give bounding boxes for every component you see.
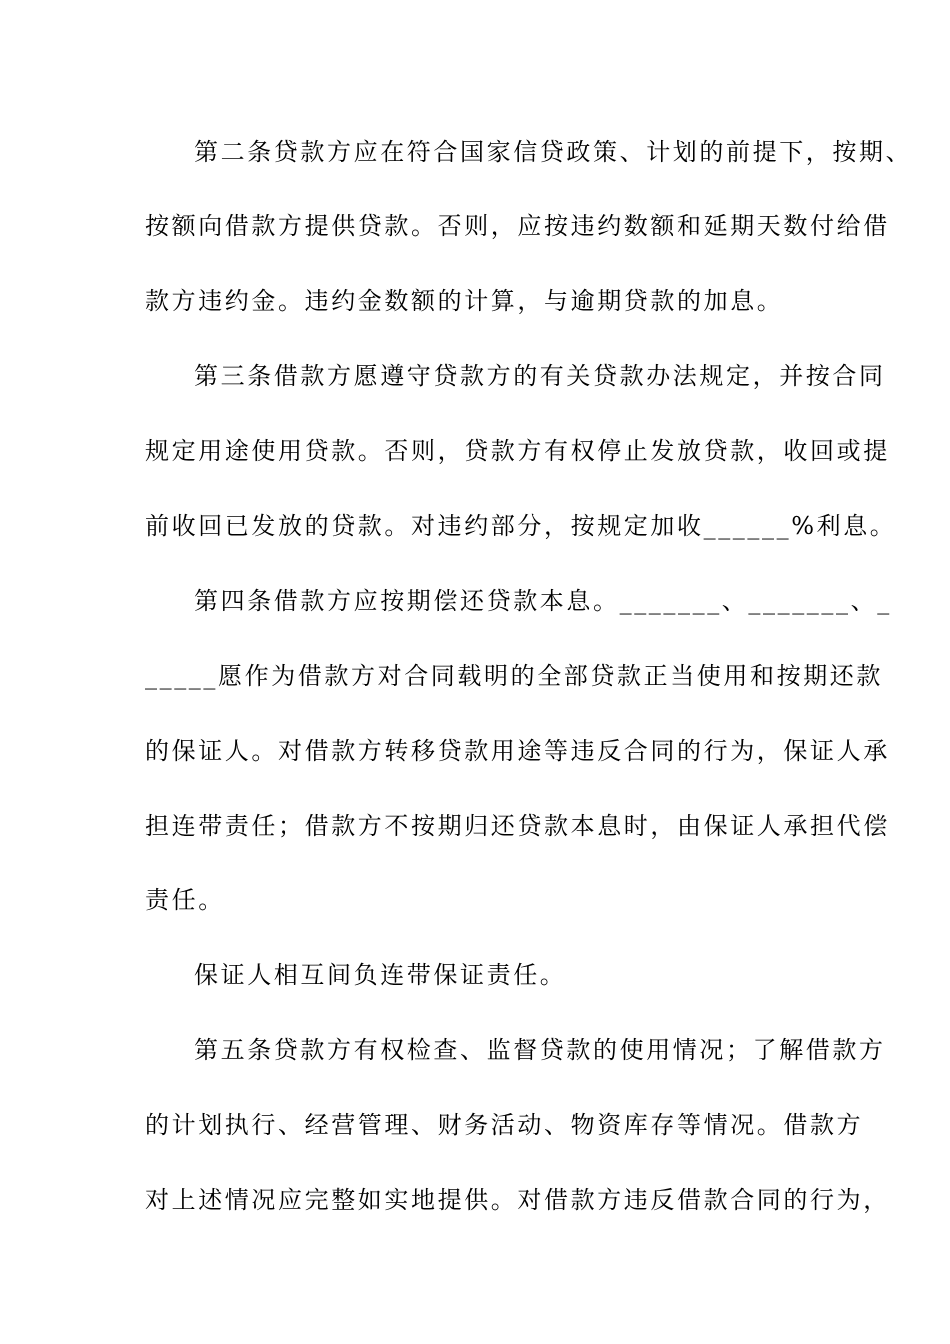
paragraph-line: 的计划执行、经营管理、财务活动、物资库存等情况。借款方 <box>145 1111 864 1139</box>
paragraph-line: 第二条贷款方应在符合国家信贷政策、计划的前提下，按期、 <box>194 138 913 166</box>
paragraph-line: 第三条借款方愿遵守贷款方的有关贷款办法规定，并按合同 <box>194 362 886 390</box>
paragraph-line: 保证人相互间负连带保证责任。 <box>194 961 567 989</box>
paragraph-line: 第四条借款方应按期偿还贷款本息。_______、_______、_ <box>194 587 892 615</box>
paragraph-line: 担连带责任；借款方不按期归还贷款本息时，由保证人承担代偿 <box>145 812 890 840</box>
paragraph-line: 前收回已发放的贷款。对违约部分，按规定加收______%利息。 <box>145 512 897 540</box>
paragraph-line: _____愿作为借款方对合同载明的全部贷款正当使用和按期还款 <box>145 662 883 690</box>
paragraph-line: 第五条贷款方有权检查、监督贷款的使用情况；了解借款方 <box>194 1036 886 1064</box>
paragraph-line: 按额向借款方提供贷款。否则，应按违约数额和延期天数付给借 <box>145 212 890 240</box>
paragraph-line: 对上述情况应完整如实地提供。对借款方违反借款合同的行为， <box>145 1186 890 1214</box>
paragraph-line: 责任。 <box>145 886 225 914</box>
paragraph-line: 规定用途使用贷款。否则，贷款方有权停止发放贷款，收回或提 <box>145 437 890 465</box>
paragraph-line: 款方违约金。违约金数额的计算，与逾期贷款的加息。 <box>145 287 784 315</box>
paragraph-line: 的保证人。对借款方转移贷款用途等违反合同的行为，保证人承 <box>145 737 890 765</box>
